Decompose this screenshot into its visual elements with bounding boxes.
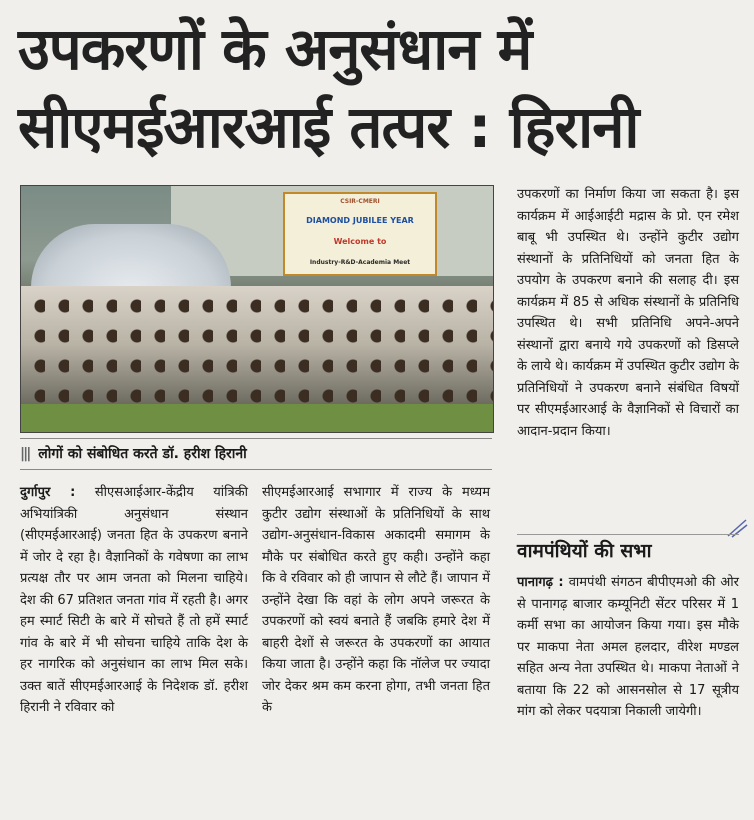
article-2-headline: वामपंथियों की सभा bbox=[517, 534, 739, 567]
article-column-3 bbox=[517, 184, 739, 442]
article-column-1 bbox=[20, 482, 248, 719]
banner-top-text: CSIR-CMERI bbox=[340, 198, 380, 205]
article-text-2: सीएमईआरआई सभागार में राज्य के मध्यम कुटीर उद्योग संस्थाओं के प्रतिनिधियों के साथ उद्योग-अनुसंधान-विकास अकादमी समागम के मौके पर संबोधित करते हुए कही। उन्होंने कहा कि वे रविवार को ही जापान से लौटे हैं। जापान में उन्होंने देखा कि वहां के लोग अपने जरूरत के उपकरणों को स्वयं बनाते हैं जबकि हमारे देश में बाहरी देशों से जरूरत के उपकरणों का आयात किया जाता है। उन्होंने कहा कि नॉलेज पर ज्यादा जोर देकर श्रम कम करना होगा, तभी जनता हित के bbox=[262, 485, 490, 715]
photo-umbrella bbox=[31, 224, 231, 294]
article-2-dateline: पानागढ़ : bbox=[517, 575, 564, 590]
article-text-1: सीएसआईआर-केंद्रीय यांत्रिकी अभियांत्रिकी अनुसंधान संस्थान (सीएमईआरआई) जनता हित के उपकरण बनाने में जोर दे रहा है। वैज्ञानिकों के गवेषणा का लाभ प्रत्यक्ष तौर पर आम जनता को मिलना चाहिये। देश की 67 प्रतिशत जनता गांव में रहती है। अगर हम स्मार्ट सिटी के बारे में सोचते हैं तो हमें स्मार्ट गांव के बारे में भी सोचना चाहिये ताकि देश के हर नागरिक को अनुसंधान का लाभ मिल सके। उक्त बातें सीएमईआरआई के निदेशक डॉ. हरीश हिरानी ने रविवार को bbox=[20, 485, 249, 715]
photo-grass bbox=[21, 404, 493, 432]
caption-text: लोगों को संबोधित करते डॉ. हरीश हिरानी bbox=[38, 446, 247, 462]
article-2-text: वामपंथी संगठन बीपीएमओ की ओर से पानागढ़ बाजार कम्यूनिटी सेंटर परिसर में 1 कर्मी सभा का आयोजन किया गया। इस मौके पर माकपा नेता अमल हलदार, वीरेश मण्डल सहित अन्य नेता उपस्थित थे। माकपा नेताओं ने बताया कि 22 को आसनसोल से 17 सूत्रीय मांग को लेकर पदयात्रा निकाली जायेगी। bbox=[517, 575, 739, 719]
banner-subtitle: Industry-R&D-Academia Meet bbox=[309, 259, 411, 266]
photo-caption bbox=[20, 438, 492, 470]
article-column-2 bbox=[262, 482, 490, 719]
article-2-body bbox=[517, 572, 739, 723]
banner-welcome: Welcome to bbox=[333, 237, 387, 246]
banner-title: DIAMOND JUBILEE YEAR bbox=[306, 216, 414, 225]
article-text-3: उपकरणों का निर्माण किया जा सकता है। इस कार्यक्रम में आईआईटी मद्रास के प्रो. एन रमेश बाबू भी उपस्थित थे। उन्होंने कुटीर उद्योग संस्थानों के प्रतिनिधियों को जनता हित के उपयोग के उपकरण बनाने की सलाह दी। इस कार्यक्रम में 85 से अधिक संस्थानों के प्रतिनिधि उपस्थित थे। सभी प्रतिनिधि अपने-अपने संस्थानों द्वारा बनाये गये उपकरणों को डिसप्ले के लाये थे। कार्यक्रम में उपस्थित कुटीर उद्योग के प्रतिनिधियों ने उपकरण बनाने संबंधित विषयों पर सीएमईआरआई के वैज्ञानिकों से विचारों का आदान-प्रदान किया। bbox=[517, 187, 740, 439]
headline-line-2: सीएमईआरआई तत्पर : हिरानी bbox=[18, 93, 639, 161]
article-dateline: दुर्गापुर : bbox=[20, 485, 76, 500]
caption-bars-icon: ||| bbox=[20, 446, 30, 462]
news-photo bbox=[20, 185, 494, 433]
photo-banner bbox=[283, 192, 437, 276]
headline bbox=[18, 10, 748, 166]
headline-line-1: उपकरणों के अनुसंधान में bbox=[18, 15, 532, 83]
